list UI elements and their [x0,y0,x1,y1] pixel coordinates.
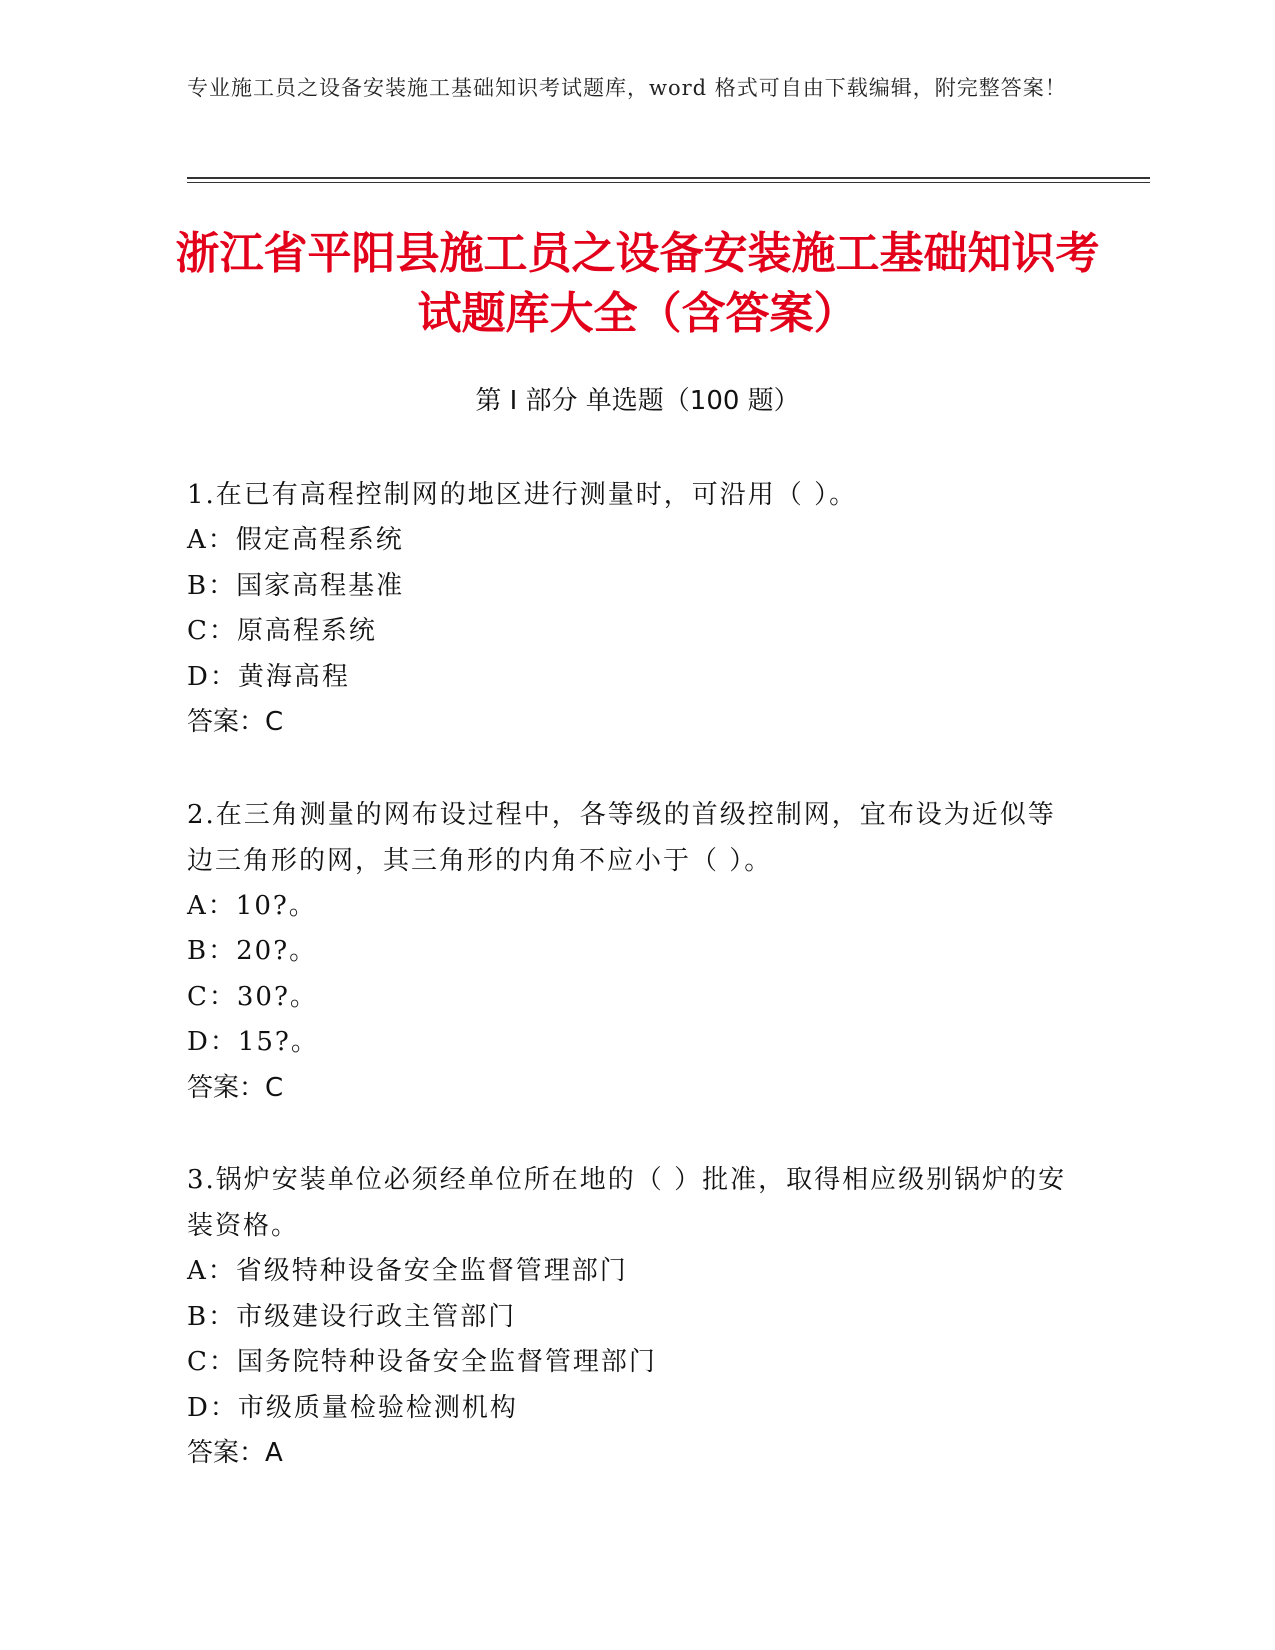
header-note: 专业施工员之设备安装施工基础知识考试题库，word 格式可自由下载编辑，附完整答案！ [187,76,1067,100]
section-heading: 第 I 部分 单选题（100 题） [475,386,800,416]
question-3 [187,1157,1077,1477]
header-divider-thin [187,182,1150,183]
option-d: D：黄海高程 [187,661,350,692]
option-b: B：国家高程基准 [187,570,405,601]
header-divider-thick [187,177,1150,179]
document-title: 浙江省平阳县施工员之设备安装施工基础知识考试题库大全（含答案） [175,228,1100,339]
option-c: C：30?。 [187,981,318,1012]
question-stem: 2.在三角测量的网布设过程中，各等级的首级控制网，宜布设为近似等边三角形的网，其三角形的内角不应小于（ ）。 [187,799,1056,876]
option-a: A：假定高程系统 [187,525,404,555]
option-b: B：20?。 [187,936,318,966]
option-d: D：15?。 [187,1027,319,1057]
option-d: D：市级质量检验检测机构 [187,1392,518,1423]
answer-line: 答案：C [187,1072,284,1103]
question-2 [187,792,1077,1112]
option-a: A：省级特种设备安全监督管理部门 [187,1256,628,1286]
question-1 [187,472,1077,746]
option-a: A：10?。 [187,890,317,921]
option-c: C：国务院特种设备安全监督管理部门 [187,1347,657,1377]
question-stem: 1.在已有高程控制网的地区进行测量时，可沿用（ ）。 [187,480,858,510]
option-c: C：原高程系统 [187,616,377,646]
answer-line: 答案：C [187,707,284,737]
question-list [187,472,1077,1523]
answer-line: 答案：A [187,1438,283,1468]
question-stem: 3.锅炉安装单位必须经单位所在地的（ ）批准，取得相应级别锅炉的安装资格。 [187,1165,1067,1241]
option-b: B：市级建设行政主管部门 [187,1301,517,1332]
